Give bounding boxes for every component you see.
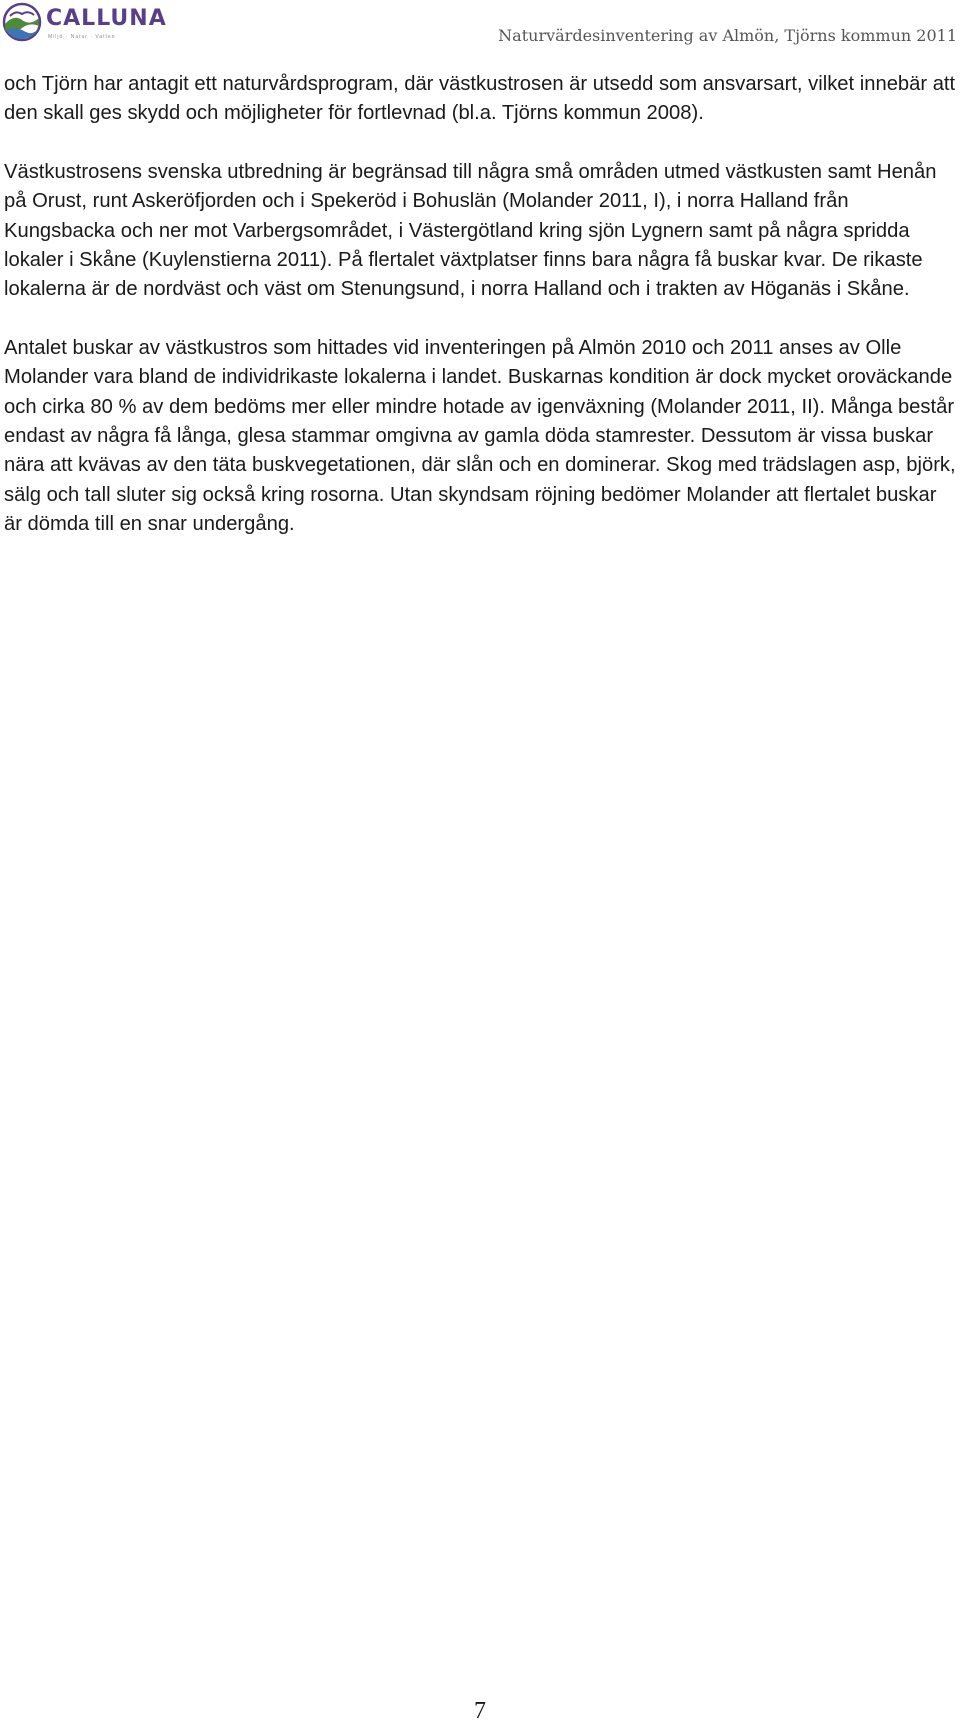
logo-wordmark: CALLUNA <box>46 6 167 31</box>
page-header <box>0 0 960 52</box>
document-body <box>4 70 956 569</box>
running-header-title: Naturvärdesinventering av Almön, Tjörns kommun 2011 <box>498 26 957 45</box>
calluna-logo <box>2 2 167 46</box>
logo-tagline: Miljö · Natur · Vatten <box>48 34 116 40</box>
paragraph-distribution: Västkustrosens svenska utbredning är begränsad till några små områden utmed västkusten samt Henån på Orust, runt Askeröfjorden och i Spekeröd i Bohuslän (Molander 2011, I), i norra Halland från Kungsbacka och ner mot Varbergsområdet, i Västergötland kring sjön Lygnern samt på några spridda lokaler i Skåne (Kuylenstierna 2011). På flertalet växtplatser finns bara några få buskar kvar. De rikaste lokalerna är de nordväst och väst om Stenungsund, i norra Halland och i trakten av Höganäs i Skåne. <box>4 160 937 301</box>
paragraph-continued: och Tjörn har antagit ett naturvårdsprogram, där västkustrosen är utsedd som ansvarsart, vilket innebär att den skall ges skydd och möjligheter för fortlevnad (bl.a. Tjörns kommun 2008). <box>4 73 956 125</box>
calluna-emblem-icon <box>2 2 46 46</box>
page-number: 7 <box>474 1698 486 1724</box>
paragraph-almon-inventory: Antalet buskar av västkustros som hittades vid inventeringen på Almön 2010 och 2011 anses av Olle Molander vara bland de individrikaste lokalerna i landet. Buskarnas kondition är dock mycket oroväckande och cirka 80 % av dem bedöms mer eller mindre hotade av igenväxning (Molander 2011, II). Många består endast av några få långa, glesa stammar omgivna av gamla döda stamrester. Dessutom är vissa buskar nära att kvävas av den täta buskvegetationen, där slån och en dominerar. Skog med trädslagen asp, björk, sälg och tall sluter sig också kring rosorna. Utan skyndsam röjning bedömer Molander att flertalet buskar är dömda till en snar undergång. <box>4 336 956 536</box>
